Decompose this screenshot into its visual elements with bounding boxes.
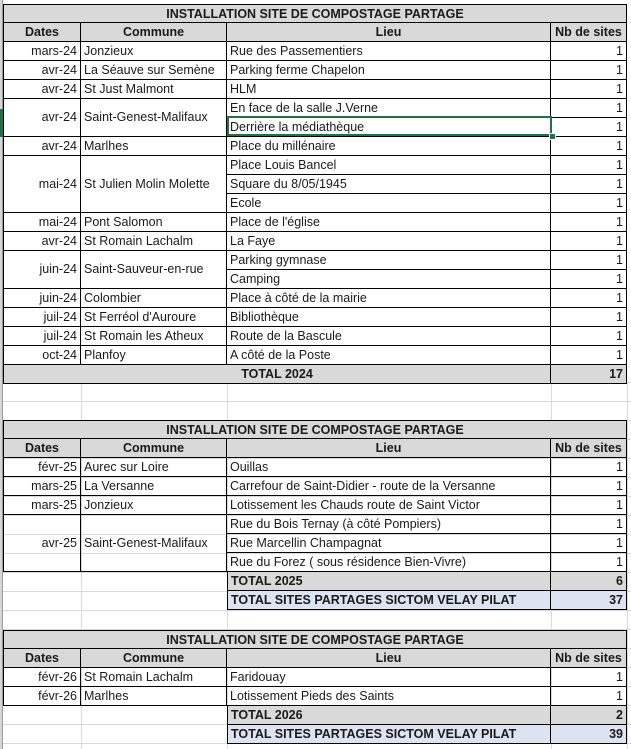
column-header-lieu[interactable]: Lieu [227,649,551,668]
column-header-nb-de-sites[interactable]: Nb de sites [551,439,627,458]
nb-sites-cell[interactable]: 1 [551,156,627,175]
commune-cell[interactable]: Pont Salomon [81,213,227,232]
date-cell[interactable]: mai-24 [3,213,81,232]
gridline [3,401,631,402]
date-cell[interactable]: juil-24 [3,308,81,327]
date-cell[interactable]: avr-24 [3,137,81,156]
nb-sites-cell[interactable]: 1 [551,327,627,346]
commune-cell[interactable]: St Julien Molin Molette [81,156,227,213]
lieu-cell[interactable]: Bibliothèque [227,308,551,327]
table-title[interactable]: INSTALLATION SITE DE COMPOSTAGE PARTAGE [3,4,627,23]
lieu-cell[interactable]: A côté de la Poste [227,346,551,365]
date-cell[interactable]: mars-25 [3,496,81,515]
lieu-cell[interactable]: HLM [227,80,551,99]
date-cell[interactable]: févr-26 [3,687,81,706]
commune-cell[interactable]: Jonzieux [81,42,227,61]
column-header-lieu[interactable]: Lieu [227,23,551,42]
lieu-cell[interactable]: Derrière la médiathèque [227,118,551,137]
lieu-cell[interactable]: Lotissement Pieds des Saints [227,687,551,706]
column-header-nb-de-sites[interactable]: Nb de sites [551,649,627,668]
nb-sites-cell[interactable]: 1 [551,175,627,194]
nb-sites-cell[interactable]: 1 [551,346,627,365]
lieu-cell[interactable]: En face de la salle J.Verne [227,99,551,118]
grand-total-label[interactable]: TOTAL SITES PARTAGES SICTOM VELAY PILAT [227,725,551,744]
gridline [627,382,628,749]
column-header-commune[interactable]: Commune [81,649,227,668]
nb-sites-cell[interactable]: 1 [551,42,627,61]
commune-cell[interactable]: La Versanne [81,477,227,496]
nb-sites-cell[interactable]: 1 [551,80,627,99]
nb-sites-cell[interactable]: 1 [551,553,627,572]
commune-cell[interactable]: Marlhes [81,687,227,706]
total-value[interactable]: 6 [551,572,627,591]
commune-cell[interactable]: St Romain les Atheux [81,327,227,346]
commune-cell[interactable]: Jonzieux [81,496,227,515]
table-title[interactable]: INSTALLATION SITE DE COMPOSTAGE PARTAGE [3,630,627,649]
gridline [3,610,631,611]
commune-cell[interactable]: St Ferréol d'Auroure [81,308,227,327]
nb-sites-cell[interactable]: 1 [551,687,627,706]
lieu-cell[interactable]: Rue du Bois Ternay (à côté Pompiers) [227,515,551,534]
total-label[interactable]: TOTAL 2024 [3,365,551,384]
commune-cell[interactable]: Aurec sur Loire [81,458,227,477]
lieu-cell[interactable]: Parking gymnase [227,251,551,270]
column-header-dates[interactable]: Dates [3,649,81,668]
total-label[interactable]: TOTAL 2025 [227,572,551,591]
lieu-cell[interactable]: Faridouay [227,668,551,687]
grand-total-value[interactable]: 37 [551,591,627,610]
lieu-cell[interactable]: Ecole [227,194,551,213]
commune-cell[interactable]: St Just Malmont [81,80,227,99]
nb-sites-cell[interactable]: 1 [551,477,627,496]
date-cell[interactable]: avr-24 [3,232,81,251]
date-cell[interactable]: avr-24 [3,80,81,99]
lieu-cell[interactable]: Parking ferme Chapelon [227,61,551,80]
lieu-cell[interactable]: Place du millénaire [227,137,551,156]
lieu-cell[interactable]: Ouillas [227,458,551,477]
date-cell[interactable]: oct-24 [3,346,81,365]
nb-sites-cell[interactable]: 1 [551,61,627,80]
nb-sites-cell[interactable]: 1 [551,496,627,515]
nb-sites-cell[interactable]: 1 [551,137,627,156]
nb-sites-cell[interactable]: 1 [551,194,627,213]
nb-sites-cell[interactable]: 1 [551,251,627,270]
grand-total-value[interactable]: 39 [551,725,627,744]
lieu-cell[interactable]: Carrefour de Saint-Didier - route de la Versanne [227,477,551,496]
column-header-lieu[interactable]: Lieu [227,439,551,458]
nb-sites-cell[interactable]: 1 [551,515,627,534]
date-cell[interactable]: juin-24 [3,289,81,308]
date-cell[interactable]: févr-25 [3,458,81,477]
lieu-cell[interactable]: Place à côté de la mairie [227,289,551,308]
date-cell[interactable]: mai-24 [3,156,81,213]
date-cell[interactable]: avr-24 [3,61,81,80]
column-header-commune[interactable]: Commune [81,439,227,458]
total-value[interactable]: 2 [551,706,627,725]
nb-sites-cell[interactable]: 1 [551,534,627,553]
date-cell[interactable]: févr-26 [3,668,81,687]
date-cell[interactable]: mars-25 [3,477,81,496]
lieu-cell[interactable]: Place de l'église [227,213,551,232]
nb-sites-cell[interactable]: 1 [551,232,627,251]
commune-cell[interactable]: Planfoy [81,346,227,365]
nb-sites-cell[interactable]: 1 [551,99,627,118]
date-cell[interactable]: avr-25 [3,515,81,572]
commune-cell[interactable]: Marlhes [81,137,227,156]
nb-sites-cell[interactable]: 1 [551,213,627,232]
nb-sites-cell[interactable]: 1 [551,289,627,308]
total-value[interactable]: 17 [551,365,627,384]
date-cell[interactable]: avr-24 [3,99,81,137]
nb-sites-cell[interactable]: 1 [551,270,627,289]
nb-sites-cell[interactable]: 1 [551,118,627,137]
commune-cell[interactable]: Saint-Genest-Malifaux [81,99,227,137]
nb-sites-cell[interactable]: 1 [551,458,627,477]
total-label[interactable]: TOTAL 2026 [227,706,551,725]
lieu-cell[interactable]: Camping [227,270,551,289]
lieu-cell[interactable]: Rue des Passementiers [227,42,551,61]
lieu-cell[interactable]: Square du 8/05/1945 [227,175,551,194]
commune-cell[interactable]: Colombier [81,289,227,308]
lieu-cell[interactable]: Rue Marcellin Champagnat [227,534,551,553]
nb-sites-cell[interactable]: 1 [551,668,627,687]
table-title[interactable]: INSTALLATION SITE DE COMPOSTAGE PARTAGE [3,420,627,439]
commune-cell[interactable]: La Séauve sur Semène [81,61,227,80]
date-cell[interactable]: juin-24 [3,251,81,289]
lieu-cell[interactable]: Place Louis Bancel [227,156,551,175]
lieu-cell[interactable]: Rue du Forez ( sous résidence Bien-Vivre) [227,553,551,572]
lieu-cell[interactable]: Route de la Bascule [227,327,551,346]
column-header-dates[interactable]: Dates [3,439,81,458]
lieu-cell[interactable]: Lotissement les Chauds route de Saint Victor [227,496,551,515]
nb-sites-cell[interactable]: 1 [551,308,627,327]
column-header-dates[interactable]: Dates [3,23,81,42]
commune-cell[interactable]: St Romain Lachalm [81,668,227,687]
fill-handle[interactable] [549,133,556,140]
grand-total-label[interactable]: TOTAL SITES PARTAGES SICTOM VELAY PILAT [227,591,551,610]
column-header-nb-de-sites[interactable]: Nb de sites [551,23,627,42]
date-cell[interactable]: juil-24 [3,327,81,346]
commune-cell[interactable]: Saint-Sauveur-en-rue [81,251,227,289]
column-header-commune[interactable]: Commune [81,23,227,42]
lieu-cell[interactable]: La Faye [227,232,551,251]
commune-cell[interactable]: St Romain Lachalm [81,232,227,251]
date-cell[interactable]: mars-24 [3,42,81,61]
commune-cell[interactable]: Saint-Genest-Malifaux [81,515,227,572]
